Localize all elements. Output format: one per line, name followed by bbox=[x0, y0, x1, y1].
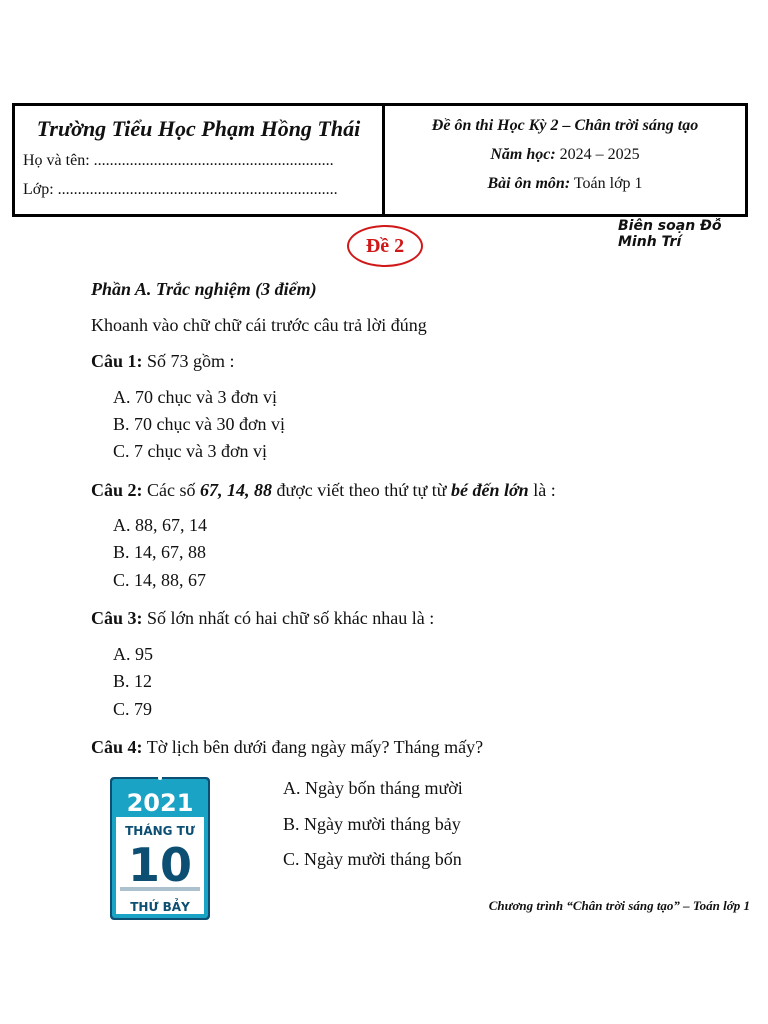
calendar-weekday: THỨ BẢY bbox=[130, 900, 190, 914]
option-1a: A. 70 chục và 3 đơn vị bbox=[113, 387, 277, 407]
calendar-year: 2021 bbox=[126, 789, 194, 817]
exam-number-badge: Đề 2 bbox=[347, 225, 423, 267]
footer-note: Chương trình “Chân trời sáng tạo” – Toán lớp 1 bbox=[488, 898, 750, 913]
question-4 bbox=[91, 737, 483, 758]
question-3 bbox=[91, 608, 434, 629]
calendar-day: 10 bbox=[127, 838, 193, 892]
question-1 bbox=[91, 351, 235, 372]
class-field: Lớp: ...................................................................... bbox=[23, 181, 338, 198]
author-credit: Biên soạn Đỗ Minh Trí bbox=[618, 218, 722, 248]
option-2b: B. 14, 67, 88 bbox=[113, 542, 207, 562]
instruction: Khoanh vào chữ chữ cái trước câu trả lời đúng bbox=[91, 315, 427, 335]
question-text-post: là : bbox=[533, 480, 556, 500]
option-1c: C. 7 chục và 3 đơn vị bbox=[113, 441, 267, 461]
question-emphasis-order: bé đến lớn bbox=[451, 480, 529, 500]
question-label: Câu 2: bbox=[91, 480, 143, 500]
question-text-mid: được viết theo thứ tự từ bbox=[276, 480, 447, 500]
header-box bbox=[12, 103, 748, 217]
year-value: 2024 – 2025 bbox=[559, 146, 640, 163]
exam-title: Đề ôn thi Học Kỳ 2 – Chân trời sáng tạo bbox=[431, 117, 699, 134]
subject-label: Bài ôn môn: bbox=[487, 175, 571, 192]
option-3a: A. 95 bbox=[113, 644, 153, 664]
calendar-hole bbox=[158, 776, 162, 780]
question-text: Số 73 gồm : bbox=[147, 351, 235, 371]
option-4b: B. Ngày mười tháng bảy bbox=[283, 814, 461, 834]
question-text: Tờ lịch bên dưới đang ngày mấy? Tháng mấy? bbox=[146, 737, 484, 757]
option-4a: A. Ngày bốn tháng mười bbox=[283, 778, 463, 798]
question-emphasis-numbers: 67, 14, 88 bbox=[200, 480, 273, 500]
option-2a: A. 88, 67, 14 bbox=[113, 515, 207, 535]
year-label: Năm học: bbox=[490, 146, 556, 163]
section-a-title: Phần A. Trắc nghiệm (3 điểm) bbox=[91, 279, 317, 299]
question-text: Số lớn nhất có hai chữ số khác nhau là : bbox=[147, 608, 435, 628]
question-label: Câu 4: bbox=[91, 737, 143, 757]
option-3b: B. 12 bbox=[113, 671, 153, 691]
name-field: Họ và tên: ............................................................ bbox=[23, 152, 334, 169]
question-2 bbox=[91, 480, 556, 501]
student-info bbox=[15, 106, 385, 214]
subject-value: Toán lớp 1 bbox=[573, 175, 643, 192]
option-3c: C. 79 bbox=[113, 699, 153, 719]
option-4c: C. Ngày mười tháng bốn bbox=[283, 849, 462, 869]
option-1b: B. 70 chục và 30 đơn vị bbox=[113, 414, 285, 434]
calendar-image bbox=[108, 775, 212, 922]
option-2c: C. 14, 88, 67 bbox=[113, 570, 207, 590]
calendar-strip bbox=[120, 887, 200, 891]
question-label: Câu 3: bbox=[91, 608, 143, 628]
school-name: Trường Tiểu Học Phạm Hồng Thái bbox=[36, 116, 361, 141]
question-text-pre: Các số bbox=[147, 480, 196, 500]
exam-info bbox=[385, 106, 745, 214]
question-label: Câu 1: bbox=[91, 351, 143, 371]
calendar-month: THÁNG TƯ bbox=[125, 824, 195, 838]
